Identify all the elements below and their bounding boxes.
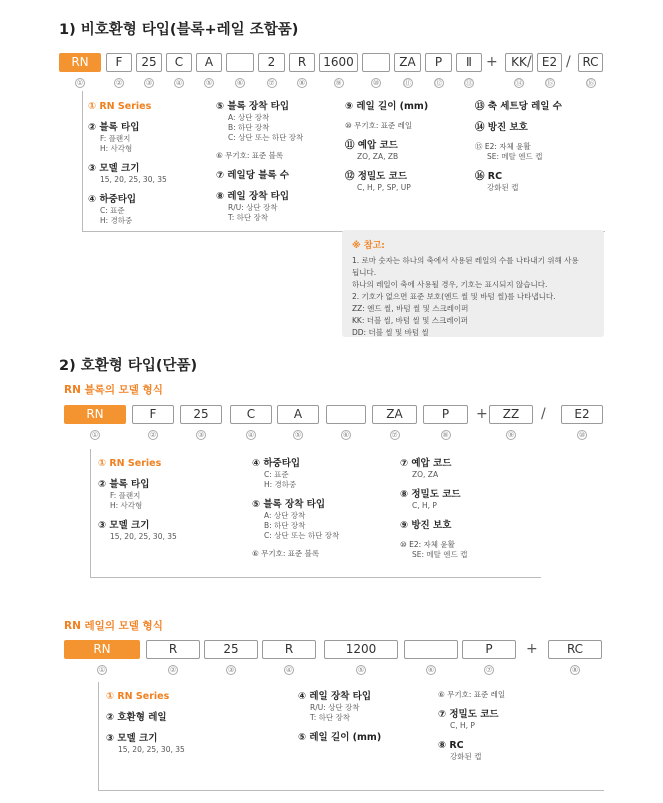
legend-item — [400, 488, 467, 511]
legend-desc: C: 상단 또는 하단 장착 — [264, 531, 340, 540]
legend-item — [106, 711, 185, 724]
code-number: ⑤ — [357, 666, 365, 674]
legend-desc: B: 하단 장착 — [264, 521, 306, 530]
legend-note: ⑥ 무기호: 표준 블록 — [252, 549, 320, 558]
rail-legend-col3 — [438, 690, 505, 770]
legend-item — [88, 193, 167, 226]
s2-legend-col1 — [98, 457, 177, 550]
legend-desc: C, H, P — [450, 721, 475, 730]
code-box: KK — [505, 53, 533, 72]
legend-title: ⑦ 레일당 블록 수 — [216, 170, 290, 181]
legend-note: ⑥ 무기호: 표준 블록 — [216, 151, 284, 160]
s2-legend-col3 — [400, 457, 467, 568]
code-box: 2 — [258, 53, 285, 72]
code-box: F — [106, 53, 132, 72]
code-box: E2 — [537, 53, 562, 72]
legend-item — [298, 690, 381, 723]
legend-desc: SE: 메탈 엔드 캡 — [412, 550, 468, 559]
code-box — [226, 53, 254, 72]
legend-title: ⑨ 레일 길이 (mm) — [345, 101, 429, 112]
legend-desc: A: 상단 장착 — [264, 511, 306, 520]
legend-note: ⑩ 무기호: 표준 레일 — [345, 121, 413, 130]
section2-title: 2) 호환형 타입(단품) — [59, 358, 198, 374]
code-separator: + — [486, 54, 498, 70]
legend-title: ③ 모델 크기 — [88, 163, 140, 174]
code-number: ② — [149, 431, 157, 439]
note-line: 2. 기호가 없으면 표준 보호(엔드 씰 및 바텀 씰)를 나타냅니다. — [352, 292, 556, 301]
note-line: KK: 더블 씰, 바텀 씰 및 스크레이퍼 — [352, 316, 468, 325]
legend-item — [438, 708, 505, 731]
code-box: A — [277, 405, 319, 424]
legend-item — [400, 540, 467, 560]
code-box: RN — [64, 405, 126, 424]
code-number: ③ — [197, 431, 205, 439]
legend-desc: 15, 20, 25, 30, 35 — [110, 532, 177, 541]
legend-item — [106, 732, 185, 755]
code-number: ⑧ — [442, 431, 449, 439]
legend-item — [345, 121, 428, 131]
legend-item — [475, 170, 562, 193]
legend-title: ⑪ 예압 코드 — [345, 140, 398, 151]
legend-item — [345, 100, 428, 113]
code-separator: + — [526, 641, 538, 657]
legend-title: ② 블록 타입 — [98, 479, 150, 490]
legend-title: ⑬ 축 세트당 레일 수 — [475, 101, 562, 112]
legend-item — [106, 690, 185, 703]
legend-desc: R/U: 상단 장착 — [228, 203, 278, 212]
legend-title: ⑧ RC — [438, 740, 464, 751]
legend-title: ④ 하중타입 — [88, 194, 137, 205]
code-box: 25 — [180, 405, 222, 424]
code-box: R — [146, 640, 200, 659]
legend-desc: R/U: 상단 장착 — [310, 703, 360, 712]
legend-title: ⑭ 방진 보호 — [475, 122, 528, 133]
legend-item — [98, 478, 177, 511]
legend-desc: F: 플랜지 — [100, 134, 131, 143]
code-number: ⑭ — [515, 79, 523, 87]
legend-item — [475, 142, 562, 162]
legend-title: ⑧ 정밀도 코드 — [400, 489, 461, 500]
code-box: C — [166, 53, 192, 72]
code-box — [326, 405, 366, 424]
legend-item — [216, 100, 303, 143]
code-number: ⑩ — [578, 431, 586, 439]
code-box: R — [289, 53, 315, 72]
s1-legend-col2 — [216, 100, 303, 231]
code-box: 25 — [136, 53, 162, 72]
code-number: ① — [98, 666, 106, 674]
legend-note: ⑩ E2: 자체 윤활 — [400, 540, 455, 549]
legend-title: ⑦ 정밀도 코드 — [438, 709, 499, 720]
code-number: ④ — [247, 431, 255, 439]
legend-item — [252, 498, 339, 541]
legend-note: ⑮ E2: 자체 윤활 — [475, 142, 531, 151]
code-number: ④ — [285, 666, 293, 674]
s1-legend-col4 — [475, 100, 562, 201]
legend-desc: B: 하단 장착 — [228, 123, 270, 132]
legend-desc: ZO, ZA — [412, 470, 439, 479]
code-number: ① — [91, 431, 99, 439]
legend-desc: 강화된 캡 — [450, 752, 482, 761]
legend-desc: 15, 20, 25, 30, 35 — [100, 175, 167, 184]
code-box: Ⅱ — [456, 53, 482, 72]
legend-title: ⑯ RC — [475, 171, 503, 182]
code-number: ⑦ — [485, 666, 493, 674]
code-box: ZZ — [489, 405, 533, 424]
note-line: DD: 더블 씰 및 바텀 씰 — [352, 328, 429, 337]
code-box: RC — [548, 640, 602, 659]
legend-item — [298, 731, 381, 744]
code-number: ⑨ — [335, 79, 342, 87]
legend-desc: T: 하단 장착 — [310, 713, 351, 722]
code-number: ⑥ — [236, 79, 244, 87]
legend-desc: H: 사각형 — [100, 144, 133, 153]
legend-desc: T: 하단 장착 — [228, 213, 269, 222]
code-separator: / — [566, 54, 571, 70]
legend-title: ③ 모델 크기 — [98, 520, 150, 531]
legend-title: ④ 레일 장착 타입 — [298, 691, 372, 702]
legend-item — [252, 549, 339, 559]
legend-title: ② 호환형 레일 — [106, 712, 167, 723]
note-title: ※ 참고: — [352, 241, 385, 251]
legend-title: ⑦ 예압 코드 — [400, 458, 452, 469]
legend-title: ⑨ 방진 보호 — [400, 520, 452, 531]
code-separator: / — [527, 54, 532, 70]
legend-item — [216, 190, 303, 223]
rail-model-subtitle: RN 레일의 모델 형식 — [64, 620, 163, 632]
note-line: 1. 로마 숫자는 하나의 축에서 사용된 레일의 수를 나타내기 위해 사용 — [352, 256, 579, 265]
legend-desc: ZO, ZA, ZB — [357, 152, 399, 161]
code-box: E2 — [561, 405, 603, 424]
legend-item — [475, 121, 562, 134]
code-number: ⑬ — [465, 79, 473, 87]
code-box: 1200 — [324, 640, 398, 659]
code-number: ⑯ — [587, 79, 594, 87]
legend-item — [88, 162, 167, 185]
code-box: RN — [64, 640, 140, 659]
legend-item — [252, 457, 339, 490]
legend-title: ① RN Series — [98, 458, 162, 469]
legend-item — [345, 139, 428, 162]
legend-desc: C: 표준 — [264, 470, 289, 479]
code-number: ⑧ — [571, 666, 579, 674]
code-box: P — [462, 640, 516, 659]
note-line: ZZ: 엔드 씰, 바텀 씰 및 스크레이퍼 — [352, 304, 469, 313]
legend-item — [400, 457, 467, 480]
code-number: ① — [76, 79, 84, 87]
legend-desc: 15, 20, 25, 30, 35 — [118, 745, 185, 754]
legend-title: ① RN Series — [106, 691, 170, 702]
code-number: ⑩ — [372, 79, 380, 87]
legend-desc: C, H, P, SP, UP — [357, 183, 411, 192]
code-number: ⑤ — [205, 79, 213, 87]
code-number: ⑤ — [294, 431, 302, 439]
s1-legend-col3 — [345, 100, 428, 201]
legend-desc: 강화된 캡 — [487, 183, 519, 192]
rail-legend-col1 — [106, 690, 185, 763]
code-number: ⑧ — [298, 79, 306, 87]
code-number: ⑮ — [546, 79, 553, 87]
block-model-subtitle: RN 블록의 모델 형식 — [64, 384, 163, 396]
code-number: ④ — [175, 79, 183, 87]
code-box — [362, 53, 390, 72]
code-box — [404, 640, 458, 659]
legend-item — [400, 519, 467, 532]
code-number: ⑥ — [427, 666, 435, 674]
code-box: ZA — [394, 53, 421, 72]
legend-title: ⑤ 블록 장착 타입 — [252, 499, 326, 510]
note-line: 하나의 레일이 축에 사용될 경우, 기호는 표시되지 않습니다. — [352, 280, 548, 289]
legend-item — [88, 100, 167, 113]
code-box: RN — [59, 53, 101, 72]
legend-item — [438, 739, 505, 762]
code-box: 25 — [204, 640, 258, 659]
legend-desc: C: 상단 또는 하단 장착 — [228, 133, 304, 142]
legend-title: ⑧ 레일 장착 타입 — [216, 191, 290, 202]
code-box: RC — [578, 53, 603, 72]
code-number: ⑦ — [268, 79, 275, 87]
code-separator: + — [476, 406, 488, 422]
code-box: P — [423, 405, 468, 424]
legend-title: ⑤ 레일 길이 (mm) — [298, 732, 382, 743]
code-box: P — [425, 53, 452, 72]
code-number: ② — [169, 666, 177, 674]
code-number: ⑨ — [507, 431, 515, 439]
legend-item — [216, 151, 303, 161]
legend-title: ⑫ 정밀도 코드 — [345, 171, 407, 182]
legend-note: ⑥ 무기호: 표준 레일 — [438, 690, 506, 699]
note-line: 됩니다. — [352, 268, 377, 277]
legend-item — [88, 121, 167, 154]
legend-title: ④ 하중타입 — [252, 458, 301, 469]
s2-legend-col2 — [252, 457, 339, 567]
legend-item — [98, 457, 177, 470]
code-number: ⑫ — [435, 79, 442, 87]
legend-desc: H: 사각형 — [110, 501, 143, 510]
code-number: ⑪ — [404, 79, 411, 87]
code-separator: / — [541, 406, 546, 422]
section1-title: 1) 비호환형 타입(블록+레일 조합품) — [59, 22, 299, 38]
legend-item — [475, 100, 562, 113]
legend-item — [98, 519, 177, 542]
legend-title: ③ 모델 크기 — [106, 733, 158, 744]
s1-legend-col1 — [88, 100, 167, 234]
code-number: ③ — [227, 666, 235, 674]
legend-desc: H: 경하중 — [264, 480, 297, 489]
legend-title: ② 블록 타입 — [88, 122, 140, 133]
s1-note-box — [342, 230, 604, 337]
code-box: A — [196, 53, 222, 72]
legend-item — [216, 169, 303, 182]
legend-desc: C: 표준 — [100, 206, 125, 215]
legend-desc: A: 상단 장착 — [228, 113, 270, 122]
legend-desc: SE: 메탈 엔드 캡 — [487, 152, 543, 161]
legend-item — [345, 170, 428, 193]
legend-item — [438, 690, 505, 700]
code-box: 1600 — [319, 53, 358, 72]
code-box: F — [132, 405, 174, 424]
legend-title: ① RN Series — [88, 101, 152, 112]
rail-legend-col2 — [298, 690, 381, 752]
code-number: ② — [115, 79, 123, 87]
code-number: ③ — [145, 79, 153, 87]
legend-desc: H: 경하중 — [100, 216, 133, 225]
code-number: ⑥ — [342, 431, 350, 439]
note-lines — [352, 255, 594, 339]
code-box: R — [262, 640, 316, 659]
code-box: ZA — [372, 405, 417, 424]
legend-desc: C, H, P — [412, 501, 437, 510]
legend-desc: F: 플랜지 — [110, 491, 141, 500]
code-number: ⑦ — [391, 431, 398, 439]
code-box: C — [230, 405, 272, 424]
legend-title: ⑤ 블록 장착 타입 — [216, 101, 290, 112]
